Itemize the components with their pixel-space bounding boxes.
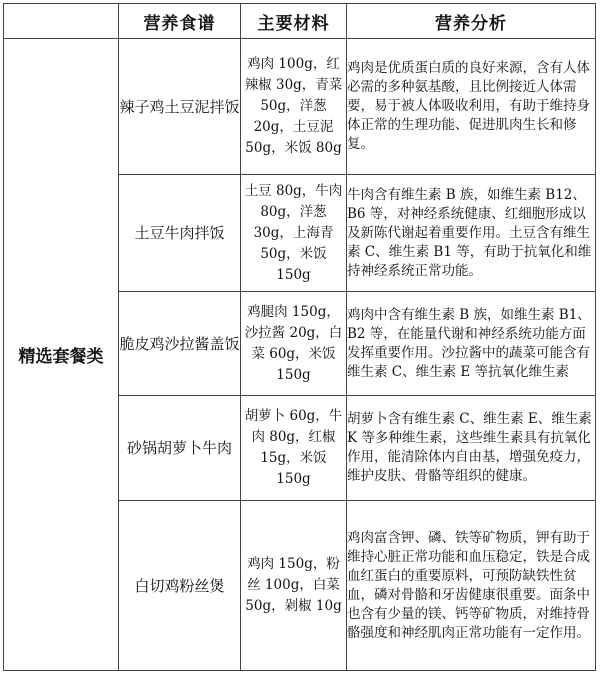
category-cell: 精选套餐类 bbox=[4, 39, 119, 671]
dish-name: 白切鸡粉丝煲 bbox=[119, 501, 241, 671]
dish-analysis: 胡萝卜含有维生素 C、维生素 E、维生素 K 等多种维生素，这些维生素具有抗氧化作用，能清除体内自由基，增强免疫力，维护皮肤、骨骼等组织的健康。 bbox=[347, 396, 596, 501]
dish-materials: 鸡肉 100g，红辣椒 30g，青菜 50g，洋葱 20g，土豆泥 50g，米饭 80g bbox=[241, 39, 347, 175]
dish-materials: 土豆 80g，牛肉 80g，洋葱 30g，上海青 50g，米饭 150g bbox=[241, 175, 347, 292]
dish-analysis: 牛肉含有维生素 B 族，如维生素 B12、B6 等，对神经系统健康、红细胞形成以及新陈代谢起着重要作用。土豆含有维生素 C、维生素 B1 等，有助于抗氧化和维持神经系统正常功能。 bbox=[347, 175, 596, 292]
dish-name: 砂锅胡萝卜牛肉 bbox=[119, 396, 241, 501]
header-row bbox=[4, 4, 596, 39]
nutrition-menu-table bbox=[3, 3, 596, 671]
dish-name: 土豆牛肉拌饭 bbox=[119, 175, 241, 292]
dish-materials: 鸡肉 150g，粉丝 100g，白菜 50g，剁椒 10g bbox=[241, 501, 347, 671]
dish-analysis: 鸡肉富含钾、磷、铁等矿物质，钾有助于维持心脏正常功能和血压稳定，铁是合成血红蛋白的重要原料，可预防缺铁性贫血，磷对骨骼和牙齿健康很重要。面条中也含有少量的镁、钙等矿物质，对维持骨骼强度和神经肌肉正常功能有一定作用。 bbox=[347, 501, 596, 671]
dish-name: 辣子鸡土豆泥拌饭 bbox=[119, 39, 241, 175]
dish-materials: 胡萝卜 60g，牛肉 80g，红椒 15g，米饭 150g bbox=[241, 396, 347, 501]
dish-analysis: 鸡肉中含有维生素 B 族，如维生素 B1、B2 等，在能量代谢和神经系统功能方面发挥重要作用。沙拉酱中的蔬菜可能含有维生素 C、维生素 E 等抗氧化维生素 bbox=[347, 292, 596, 396]
header-analysis: 营养分析 bbox=[347, 4, 596, 39]
header-corner bbox=[4, 4, 119, 39]
dish-materials: 鸡腿肉 150g，沙拉酱 20g，白菜 60g，米饭 150g bbox=[241, 292, 347, 396]
table-row bbox=[4, 39, 596, 175]
dish-analysis: 鸡肉是优质蛋白质的良好来源，含有人体必需的多种氨基酸，且比例接近人体需要，易于被人体吸收利用，有助于维持身体正常的生理功能、促进肌肉生长和修复。 bbox=[347, 39, 596, 175]
dish-name: 脆皮鸡沙拉酱盖饭 bbox=[119, 292, 241, 396]
header-materials: 主要材料 bbox=[241, 4, 347, 39]
header-recipe: 营养食谱 bbox=[119, 4, 241, 39]
